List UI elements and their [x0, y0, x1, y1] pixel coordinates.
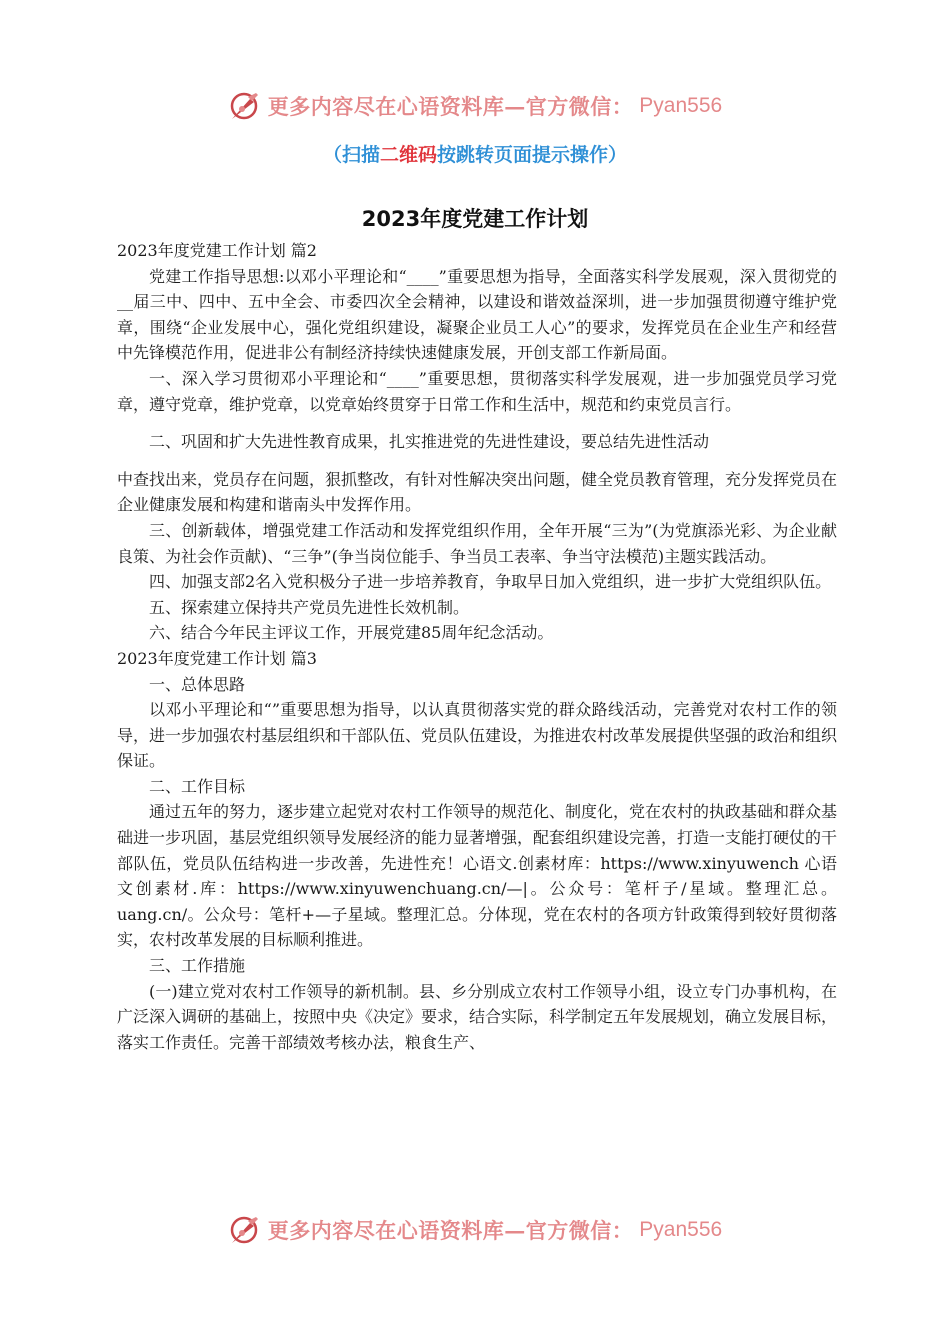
subheading: 一、总体思路	[149, 674, 246, 694]
wechat-id: Pyan556	[639, 1218, 723, 1241]
paragraph: 六、结合今年民主评议工作，开展党建85周年纪念活动。	[149, 623, 554, 643]
brand-logo-icon	[228, 1213, 262, 1247]
document-title: 2023年度党建工作计划	[361, 207, 589, 231]
banner-text: 更多内容尽在心语资料库—官方微信：	[267, 1218, 634, 1243]
header-banner	[0, 86, 950, 126]
scan-notice-open: （扫描	[322, 144, 380, 166]
paragraph: 四、加强支部2名入党积极分子进一步培养教育，争取早日加入党组织，进一步扩大党组织队伍。	[149, 572, 832, 592]
paragraph: 党建工作指导思想:以邓小平理论和“____”重要思想为指导，全面落实科学发展观，深入贯彻党的__届三中、四中、五中全会、市委四次全会精神，以建设和谐效益深圳，进一步加强贯彻遵守维护党章，围绕“企业发展中心，强化党组织建设，凝聚企业员工人心”的要求，发挥党员在企业生产和经营中先锋模范作用，促进非公有制经济持续快速健康发展，开创支部工作新局面。	[117, 266, 837, 363]
banner-text: 更多内容尽在心语资料库—官方微信：	[267, 94, 634, 119]
wechat-id: Pyan556	[639, 94, 723, 117]
scan-notice-rest: 按跳转页面提示操作）	[437, 144, 628, 166]
paragraph: 一、深入学习贯彻邓小平理论和“____”重要思想，贯彻落实科学发展观，进一步加强党员学习党章，遵守党章，维护党章，以党章始终贯穿于日常工作和生活中，规范和约束党员言行。	[117, 368, 837, 414]
paragraph: 五、探索建立保持共产党员先进性长效机制。	[149, 597, 470, 617]
subheading: 二、工作目标	[149, 776, 246, 796]
paragraph: 二、巩固和扩大先进性教育成果，扎实推进党的先进性建设，要总结先进性活动	[149, 432, 710, 452]
brand-logo-icon	[228, 89, 262, 123]
section-heading: 2023年度党建工作计划 篇2	[117, 241, 317, 260]
scan-notice	[0, 140, 950, 167]
section-heading: 2023年度党建工作计划 篇3	[117, 648, 317, 668]
scan-notice-highlight: 二维码	[379, 144, 437, 166]
paragraph: 中查找出来，党员存在问题，狠抓整改，有针对性解决突出问题，健全党员教育管理，充分发挥党员在企业健康发展和构建和谐南头中发挥作用。	[117, 469, 838, 515]
document-body	[117, 238, 837, 1055]
paragraph: 以邓小平理论和“”重要思想为指导，以认真贯彻落实党的群众路线活动，完善党对农村工作的领导，进一步加强农村基层组织和干部队伍、党员队伍建设，为推进农村改革发展提供坚强的政治和组织保证。	[117, 700, 838, 771]
paragraph: (一)建立党对农村工作领导的新机制。县、乡分别成立农村工作领导小组，设立专门办事机构，在广泛深入调研的基础上，按照中央《决定》要求，结合实际，科学制定五年发展规划，确立发展目标，落实工作责任。完善干部绩效考核办法，粮食生产、	[117, 981, 838, 1052]
footer-banner	[0, 1210, 950, 1250]
subheading: 三、工作措施	[149, 956, 246, 976]
paragraph: 三、创新载体，增强党建工作活动和发挥党组织作用，全年开展“三为”(为党旗添光彩、为企业献良策、为社会作贡献)、“三争”(争当岗位能手、争当员工表率、争当守法模范)主题实践活动。	[117, 520, 837, 566]
paragraph: 通过五年的努力，逐步建立起党对农村工作领导的规范化、制度化，党在农村的执政基础和群众基础进一步巩固，基层党组织领导发展经济的能力显著增强，配套组织建设完善，打造一支能打硬仗的干部队伍，党员队伍结构进一步改善，先进性充！心语文.创素材库：https://www.xinyuwench 心语文创素材.库：https://www.xinyuwenchuang.cn/—|。公众号：笔杆子/星域。整理汇总。uang.cn/。公众号：笔杆+—子星域。整理汇总。分体现，党在农村的各项方针政策得到较好贯彻落实，农村改革发展的目标顺利推进。	[117, 802, 838, 950]
